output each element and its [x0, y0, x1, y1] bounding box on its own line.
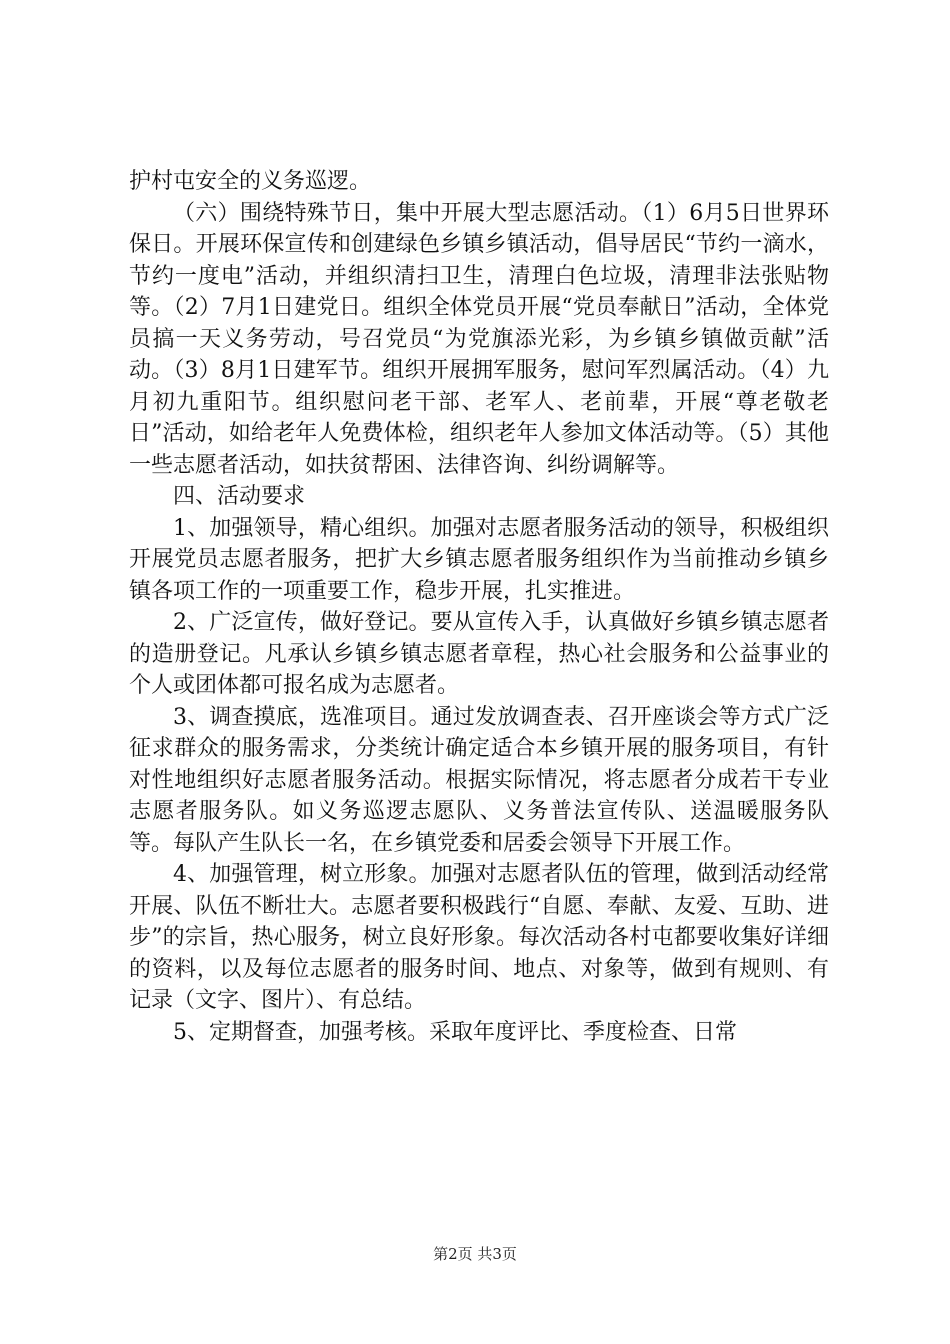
section-heading-activity-requirements: 四、活动要求: [173, 484, 306, 509]
paragraph-requirement-5: 5、定期督查，加强考核。采取年度评比、季度检查、日常: [173, 1019, 737, 1045]
paragraph-special-holidays: （六）围绕特殊节日，集中开展大型志愿活动。（1）6月5日世界环保日。开展环保宣传和创建绿色乡镇乡镇活动，倡导居民“节约一滴水，节约一度电”活动，并组织清扫卫生，清理白色垃圾，清理非法张贴物等。（2）7月1日建党日。组织全体党员开展“党员奉献日”活动，全体党员搞一天义务劳动，号召党员“为党旗添光彩，为乡镇乡镇做贡献”活动。（3）8月1日建军节。组织开展拥军服务，慰问军烈属活动。（4）九月初九重阳节。组织慰问老干部、老军人、老前辈，开展“尊老敬老日”活动，如给老年人免费体检，组织老年人参加文体活动等。（5）其他一些志愿者活动，如扶贫帮困、法律咨询、纠纷调解等。: [129, 200, 829, 478]
paragraph-requirement-3: 3、调查摸底，选准项目。通过发放调查表、召开座谈会等方式广泛征求群众的服务需求，分类统计确定适合本乡镇开展的服务项目，有针对性地组织好志愿者服务活动。根据实际情况，将志愿者分成若干专业志愿者服务队。如义务巡逻志愿队、义务普法宣传队、送温暖服务队等。每队产生队长一名，在乡镇党委和居委会领导下开展工作。: [129, 704, 829, 856]
paragraph-requirement-4: 4、加强管理，树立形象。加强对志愿者队伍的管理，做到活动经常开展、队伍不断壮大。志愿者要积极践行“自愿、奉献、友爱、互助、进步”的宗旨，热心服务，树立良好形象。每次活动各村屯都要收集好详细的资料，以及每位志愿者的服务时间、地点、对象等，做到有规则、有记录（文字、图片）、有总结。: [129, 862, 829, 1013]
page-number-footer: 第2页 共3页: [433, 1245, 517, 1263]
paragraph-requirement-1: 1、加强领导，精心组织。加强对志愿者服务活动的领导，积极组织开展党员志愿者服务，把扩大乡镇志愿者服务组织作为当前推动乡镇乡镇各项工作的一项重要工作，稳步开展，扎实推进。: [129, 515, 829, 604]
paragraph-requirement-2: 2、广泛宣传，做好登记。要从宣传入手，认真做好乡镇乡镇志愿者的造册登记。凡承认乡镇乡镇志愿者章程，热心社会服务和公益事业的个人或团体都可报名成为志愿者。: [129, 610, 829, 698]
paragraph-continuation: 护村屯安全的义务巡逻。: [129, 169, 372, 194]
document-body: [129, 166, 829, 1048]
